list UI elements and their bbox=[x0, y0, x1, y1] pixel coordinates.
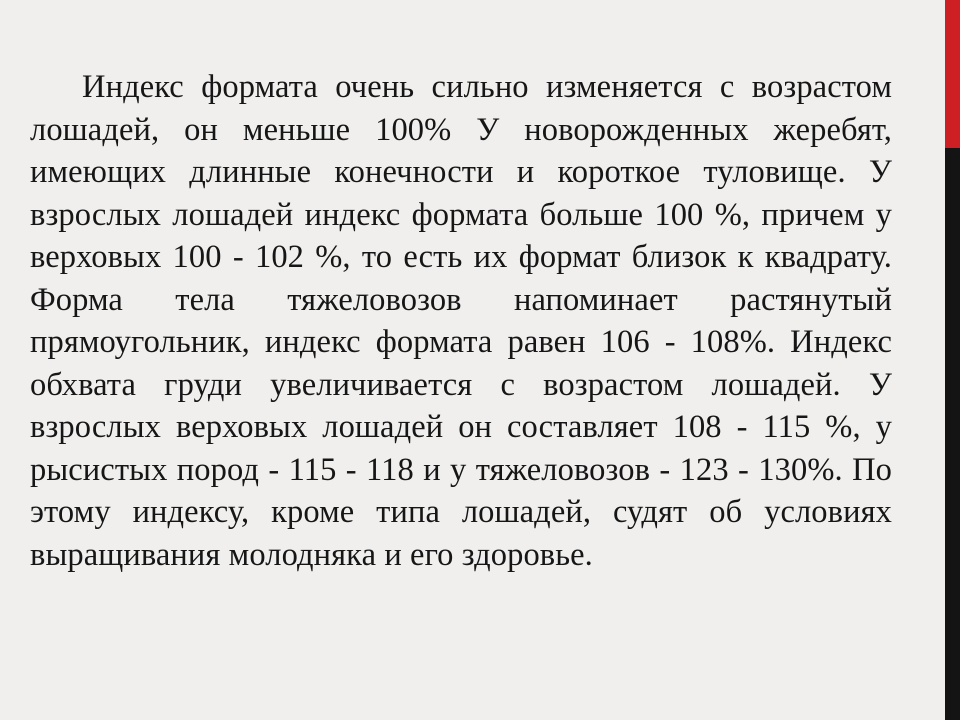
accent-bar-black bbox=[945, 148, 960, 720]
body-paragraph: Индекс формата очень сильно изменяется с возрастом лошадей, он меньше 100% У новорожденных жеребят, имеющих длинные конечности и короткое туловище. У взрослых лошадей индекс формата больше 100 %, причем у верховых 100 - 102 %, то есть их формат близок к квадрату. Форма тела тяжеловозов напоминает растянутый прямоугольник, индекс формата равен 106 - 108%. Индекс обхвата груди увеличивается с возрастом лошадей. У взрослых верховых лошадей он составляет 108 - 115 %, у рысистых пород - 115 - 118 и у тяжеловозов - 123 - 130%. По этому индексу, кроме типа лошадей, судят об условиях выращивания молодняка и его здоровье. bbox=[30, 69, 892, 573]
accent-bar-red bbox=[945, 0, 960, 148]
